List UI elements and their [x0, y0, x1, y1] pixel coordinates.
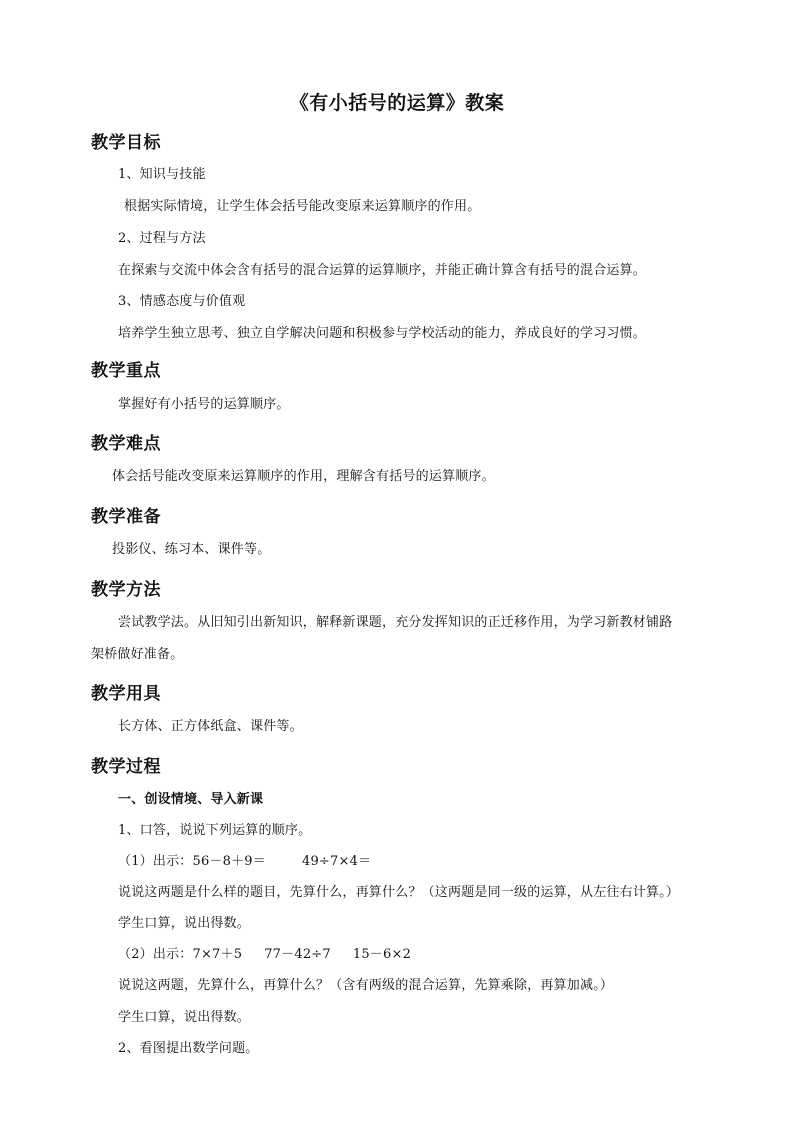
- question-1-expression-1: 56－8＋9＝: [192, 854, 266, 869]
- section-heading-goals: 教学目标: [91, 133, 161, 153]
- question-2-row: [118, 946, 411, 964]
- goal-item-2-text: 在探索与交流中体会含有括号的混合运算的运算顺序，并能正确计算含有括号的混合运算。: [118, 263, 647, 278]
- goal-item-2-label: 2、过程与方法: [118, 231, 206, 246]
- method-text-line-1: 尝试教学法。从旧知引出新知识，解释新课题，充分发挥知识的正迁移作用，为学习新教材铺路: [118, 615, 673, 630]
- section-heading-key-points: 教学重点: [91, 361, 161, 381]
- key-points-text: 掌握好有小括号的运算顺序。: [118, 397, 290, 412]
- process-step-2: 2、看图提出数学问题。: [118, 1041, 259, 1056]
- section-heading-difficulties: 教学难点: [91, 434, 161, 454]
- question-2-discussion: 说说这两题，先算什么，再算什么？（含有两级的混合运算，先算乘除，再算加减。）: [118, 978, 614, 993]
- tools-text: 长方体、正方体纸盒、课件等。: [118, 719, 303, 734]
- question-2-expression-2: 77－42÷7: [264, 947, 331, 962]
- document-title: 《有小括号的运算》教案: [289, 92, 505, 114]
- question-1-answer: 学生口算，说出得数。: [118, 916, 251, 931]
- question-1-row: [118, 853, 371, 871]
- process-part-1-title: 一、创设情境、导入新课: [118, 792, 264, 807]
- question-2-answer: 学生口算，说出得数。: [118, 1010, 251, 1025]
- question-2-expression-3: 15－6×2: [352, 947, 412, 962]
- preparation-text: 投影仪、练习本、课件等。: [112, 542, 271, 557]
- method-text-line-2: 架桥做好准备。: [91, 647, 184, 662]
- section-heading-tools: 教学用具: [91, 684, 161, 704]
- goal-item-3-label: 3、情感态度与价值观: [118, 294, 246, 309]
- goal-item-1-text: 根据实际情境，让学生体会括号能改变原来运算顺序的作用。: [124, 199, 481, 214]
- section-heading-preparation: 教学准备: [91, 507, 161, 527]
- question-1-discussion: 说说这两题是什么样的题目，先算什么，再算什么？（这两题是同一级的运算，从左往右计算。）: [118, 885, 680, 900]
- section-heading-process: 教学过程: [91, 757, 161, 777]
- process-step-1: 1、口答，说说下列运算的顺序。: [118, 823, 312, 838]
- goal-item-3-text: 培养学生独立思考、独立自学解决问题和积极参与学校活动的能力，养成良好的学习习惯。: [118, 326, 647, 341]
- section-heading-method: 教学方法: [91, 580, 161, 600]
- question-2-expression-1: 7×7＋5: [192, 947, 243, 962]
- question-2-label: （2）出示：: [118, 947, 193, 962]
- difficulties-text: 体会括号能改变原来运算顺序的作用，理解含有括号的运算顺序。: [112, 469, 495, 484]
- goal-item-1-label: 1、知识与技能: [118, 167, 206, 182]
- question-1-expression-2: 49÷7×4＝: [301, 854, 372, 869]
- question-1-label: （1）出示：: [118, 854, 193, 869]
